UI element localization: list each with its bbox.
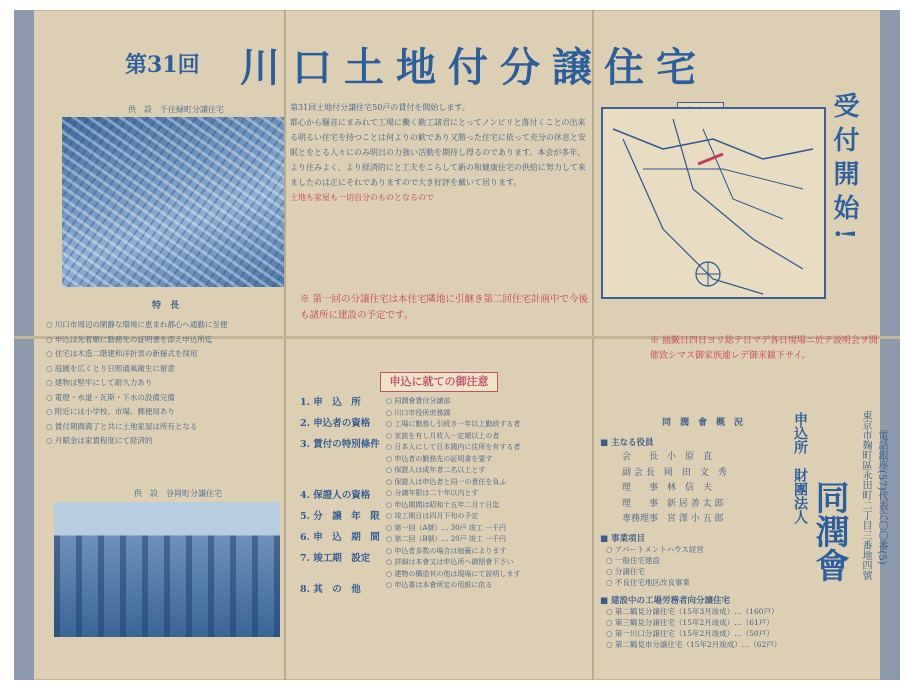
apply-notice-box: 申込に就ての御注意 — [380, 372, 498, 392]
fold-line — [284, 10, 286, 680]
org-label: 申込所 財團法人 — [792, 412, 808, 524]
aerial-photo — [62, 117, 284, 287]
works-row: ○ アパートメントハウス経営 — [606, 545, 704, 554]
apply-items — [300, 392, 380, 600]
officer-row: 副 会 長 岡 田 文 秀 — [622, 467, 727, 478]
org-address: 東京市麹町區永田町二丁目三番地四號 — [860, 410, 871, 580]
officer-row: 専務理事 宮 澤 小 五 郎 — [622, 514, 724, 524]
apply-item: 4. 保證人の資格 — [300, 490, 371, 501]
org-overview-title: 同 潤 會 概 況 — [662, 418, 744, 428]
officer-row: 理 事 新 居 善 太 郎 — [622, 498, 724, 509]
works-row: ○ 不良住宅地区改良事業 — [606, 578, 690, 587]
apply-item: 5. 分 譲 年 限 — [300, 511, 380, 522]
construction-title: ■ 建設中の工場労務者向分譲住宅 — [600, 596, 730, 606]
features-title: 特 長 — [152, 301, 180, 311]
apply-item: 3. 賃付の特別條件 — [300, 439, 380, 450]
photo1-caption: 供 設 千住緑町分譲住宅 — [128, 105, 224, 114]
org-phone: 電話銀座(57)代表六〇〇番(5) — [876, 430, 887, 565]
photo2-caption: 供 設 谷岡町分譲住宅 — [134, 489, 222, 498]
map-drawing — [603, 109, 824, 297]
works-list — [606, 544, 704, 588]
apply-item: 8. 其 の 他 — [300, 584, 361, 595]
edition-number: 第31回 — [125, 52, 200, 78]
intro-text — [290, 100, 588, 205]
apply-item: 6. 申 込 期 間 — [300, 532, 380, 543]
officer-list — [622, 450, 727, 528]
accept-banner: 受付開始! — [829, 92, 859, 248]
apply-details: ○ 同潤會賃付分譲部 ○ 川口市役所庶務課 ○ 工場に勤務し引続き一年以上勤続する者 ○ 家族を有し月收入一定額以上の者 ○ 日本人にして日本國内に住所を有する者 ○ 申込者の勤務先の証明書を要す ○ 保證人は成年者二名以上とす ○ 保證人は申込者と同一の責任を負ふ ○ 分譲年限は二十年以内とす ○ 申込期間は昭和十五年二月十日迄 ○ 竣工期日は四月下旬の予定 ○ 第一回（A號）… 30戸 竣工 一千円 ○ 第二回（B號）… 20戸 竣工 一千円 ○ 申込者多数の場合は抽籤によります ○ 詳細は本會又は申込所へ御照會下さい ○ 建物の構造其の他は現場にて説明します ○ 申込書は本會所定の用紙に依る — [386, 397, 521, 589]
left-border-stripe — [14, 10, 34, 680]
construction-list — [606, 606, 781, 650]
apply-item: 1. 申 込 所 — [300, 397, 361, 408]
intro-head: 第31回土地付分譲住宅50戸の賃付を開始します。 — [290, 103, 470, 112]
guide-map — [601, 107, 826, 299]
org-name: 同潤會 — [809, 480, 849, 582]
intro-body: 都心から騒音にまみれて工場に働く勤工諸君にとってノンビリと落付くことの出来る明るい住宅を持つことは何よりの歓であり又勝った住宅に依って充分の休息と安眠とをとる人々にのみ明日の力強い活動を期待し得るのであります。本会が多年、より住みよく、より経済的にと工夫をこらして新の和健康住宅の供給に努力して来ましたのは正にそれでありますので大き好評を戴いて居ります。 — [290, 118, 586, 187]
poster-title: 川口土地付分譲住宅 — [240, 44, 708, 91]
works-row: ○ 分譲住宅 — [606, 567, 645, 576]
intro-pink: 土地も家屋も一切自分のものとなるので — [290, 193, 434, 202]
works-row: ○ 一般住宅建設 — [606, 556, 660, 565]
works-title: ■ 事業項目 — [600, 534, 645, 544]
notice-pink: ※ 第一回の分譲住宅は本住宅隣地に引継き第二回住宅計画中で今後も諸所に建設の予定です。 — [300, 294, 589, 321]
construction-row: ○ 第一川口分譲住宅（15年2月竣成）…（50戸） — [606, 629, 774, 638]
right-border-stripe — [880, 10, 900, 680]
apply-item: 2. 申込者の資格 — [300, 418, 371, 429]
fold-line — [592, 10, 594, 680]
street-photo — [54, 502, 280, 637]
construction-row: ○ 第三鶴見分譲住宅（15年2月竣成）…（61戸） — [606, 618, 774, 627]
officer-row: 理 事 林 信 夫 — [622, 483, 713, 493]
org-section-title: ■ 主なる役員 — [600, 438, 654, 448]
map-notice: ※ 抽籤日四日ヨリ総テ日マデ各日現場ニ於テ説明会ヲ開催致シマス御家族連レデ御来観下サイ。 — [650, 336, 878, 361]
officer-row: 会 長 小 原 直 — [622, 452, 713, 462]
features-text: ○ 川口市周辺の閑静な環境に恵まれ都心へ通勤に至便 ○ 申込は先着順に勤務先の証明書を添え申込所迄 ○ 住宅は木造二階建和洋折衷の新様式を採用 ○ 庭園を広くとり日照通風衛生に留意 ○ 建物は堅牢にして耐久力あり ○ 電燈・水道・瓦斯・下水の設備完備 ○ 附近には小学校、市場、郵便局あり ○ 賃付期間満了と共に土地家屋は所有となる ○ 月賦金は家賃程度にて経済的 — [46, 320, 228, 445]
construction-row: ○ 第二鶴見分譲住宅（15年3月竣成）…（160戸） — [606, 607, 779, 616]
apply-item: 7. 竣工期 設定 — [300, 553, 371, 564]
construction-row: ○ 第二鶴見市分譲住宅（15年2月竣成）…（62戸） — [606, 640, 782, 649]
